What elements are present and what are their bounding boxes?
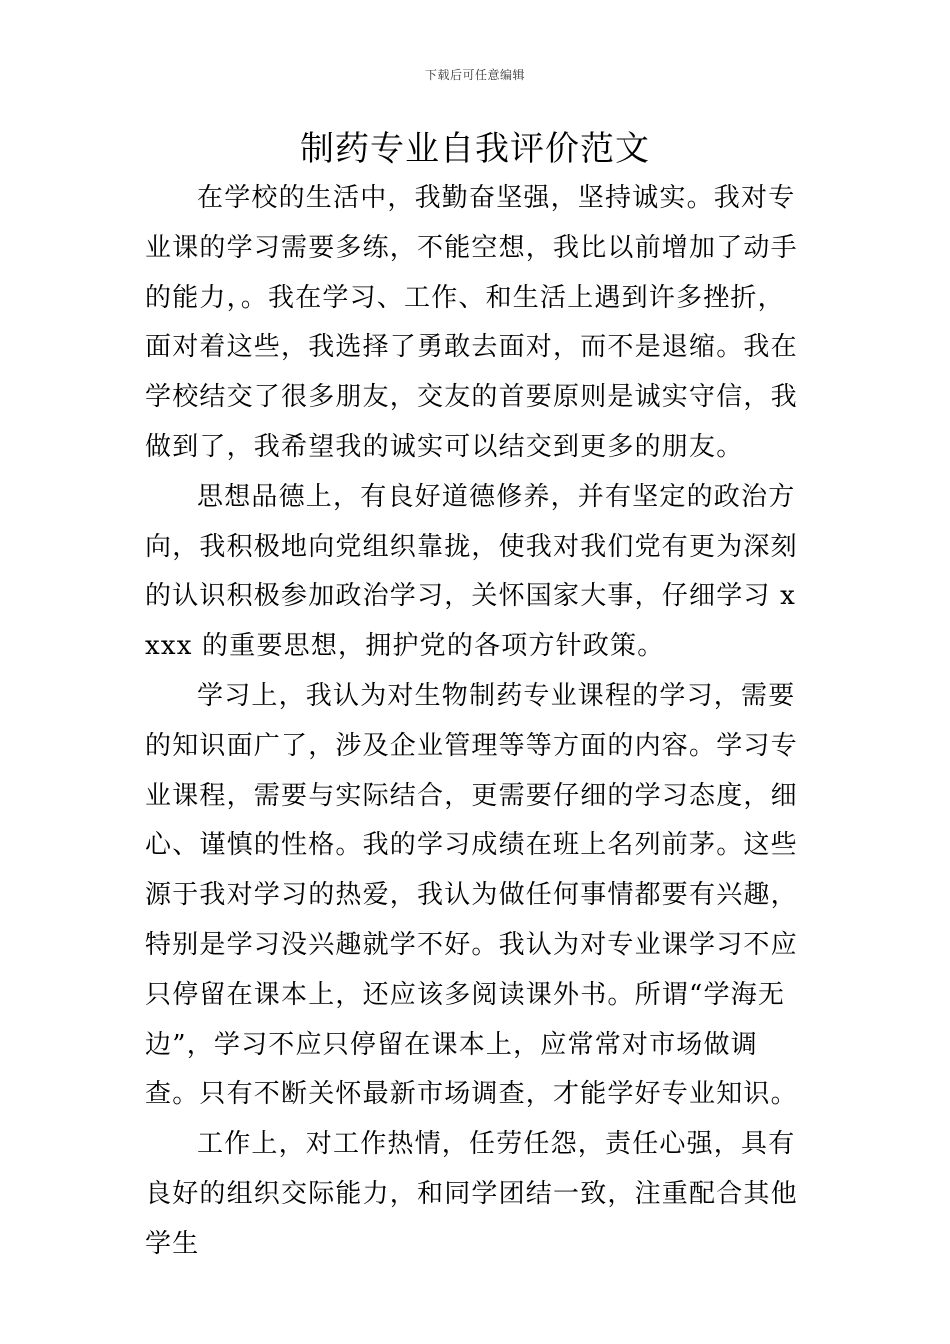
header-note: 下载后可任意编辑: [424, 68, 525, 82]
paragraph-2: 思想品德上，有良好道德修养，并有坚定的政治方向，我积极地向党组织靠拢，使我对我们党有更为深刻的认识积极参加政治学习，关怀国家大事，仔细学习 xxxx 的重要思想，拥护党的各项方针政策。: [145, 481, 798, 662]
document-title: 制药专业自我评价范文: [300, 129, 650, 169]
paragraph-4: 工作上，对工作热情，任劳任怨，责任心强，具有良好的组织交际能力，和同学团结一致，注重配合其他学生: [145, 1129, 798, 1259]
paragraph-1: 在学校的生活中，我勤奋坚强，坚持诚实。我对专业课的学习需要多练，不能空想，我比以前增加了动手的能力，。我在学习、工作、和生活上遇到许多挫折，面对着这些，我选择了勇敢去面对，而不是退缩。我在学校结交了很多朋友，交友的首要原则是诚实守信，我做到了，我希望我的诚实可以结交到更多的朋友。: [145, 183, 798, 462]
document-body: [145, 174, 810, 1270]
paragraph-3: 学习上，我认为对生物制药专业课程的学习，需要的知识面广了，涉及企业管理等等方面的内容。学习专业课程，需要与实际结合，更需要仔细的学习态度，细心、谨慎的性格。我的学习成绩在班上名列前茅。这些源于我对学习的热爱，我认为做任何事情都要有兴趣，特别是学习没兴趣就学不好。我认为对专业课学习不应只停留在课本上，还应该多阅读课外书。所谓“学海无边”，学习不应只停留在课本上，应常常对市场做调查。只有不断关怀最新市场调查，才能学好专业知识。: [145, 680, 798, 1110]
